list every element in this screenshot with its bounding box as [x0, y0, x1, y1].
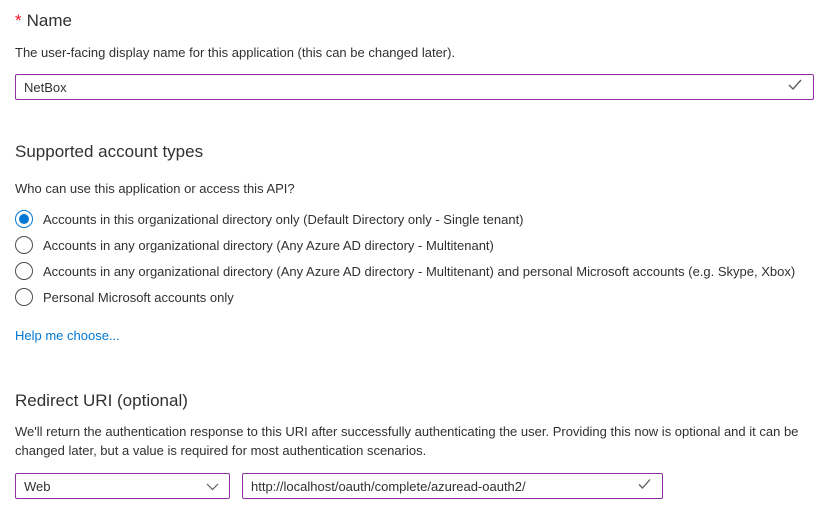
radio-option-label: Personal Microsoft accounts only	[43, 289, 234, 305]
radio-button-icon[interactable]	[15, 210, 33, 228]
account-types-heading: Supported account types	[15, 142, 204, 161]
required-asterisk: *	[15, 11, 22, 30]
help-me-choose-link[interactable]: Help me choose...	[15, 328, 120, 343]
name-input-container	[15, 74, 814, 100]
radio-option-label: Accounts in this organizational directory only (Default Directory only - Single tenant)	[43, 211, 524, 227]
radio-button-icon[interactable]	[15, 262, 33, 280]
name-section-heading	[15, 10, 814, 32]
redirect-uri-input[interactable]	[243, 474, 637, 498]
account-types-question: Who can use this application or access this API?	[15, 181, 295, 196]
name-description: The user-facing display name for this application (this can be changed later).	[15, 45, 456, 60]
radio-option-multitenant-personal[interactable]	[15, 258, 814, 284]
radio-option-single-tenant[interactable]	[15, 206, 814, 232]
platform-select-value: Web	[24, 478, 51, 494]
checkmark-icon	[787, 78, 803, 96]
name-input[interactable]	[16, 75, 787, 99]
radio-button-icon[interactable]	[15, 288, 33, 306]
account-types-radio-group	[15, 206, 814, 310]
redirect-uri-description: We'll return the authentication response to this URI after successfully authenticating the user. Providing this now is optional and it can be changed later, but a value is required for most authentication scenarios.	[15, 424, 799, 458]
redirect-uri-input-container	[242, 473, 663, 499]
radio-option-label: Accounts in any organizational directory (Any Azure AD directory - Multitenant) and personal Microsoft accounts (e.g. Skype, Xbox)	[43, 263, 796, 279]
chevron-down-icon	[206, 479, 219, 494]
help-link-container	[15, 327, 814, 345]
redirect-uri-heading: Redirect URI (optional)	[15, 391, 188, 410]
redirect-uri-controls	[15, 473, 814, 499]
radio-option-personal-only[interactable]	[15, 284, 814, 310]
radio-option-label: Accounts in any organizational directory (Any Azure AD directory - Multitenant)	[43, 237, 494, 253]
name-heading-label: Name	[26, 11, 72, 30]
radio-option-multitenant[interactable]	[15, 232, 814, 258]
platform-select[interactable]	[15, 473, 230, 499]
radio-button-icon[interactable]	[15, 236, 33, 254]
checkmark-icon	[637, 477, 652, 495]
